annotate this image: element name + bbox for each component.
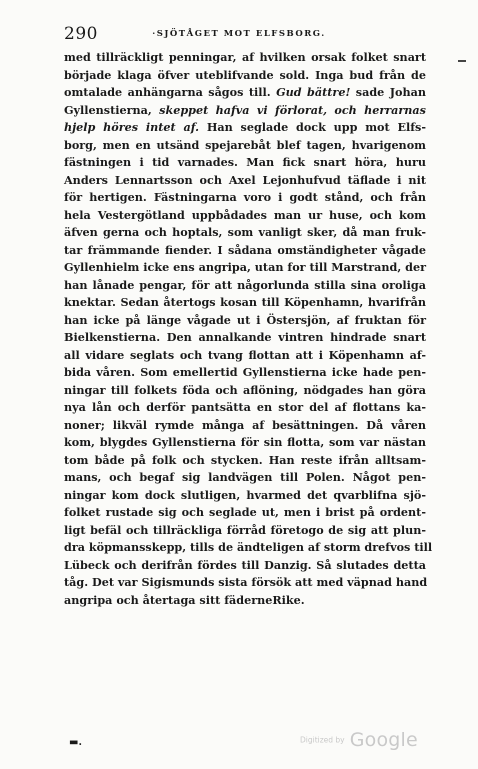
text-line xyxy=(64,522,426,540)
text-line xyxy=(64,189,426,207)
text-line xyxy=(64,557,426,575)
text-line xyxy=(64,224,426,242)
text-segment: angripa och återtaga sitt fäderneRike. xyxy=(64,592,305,607)
text-segment: tom både på folk och stycken. Han reste ifrån alltsam- xyxy=(64,452,426,467)
text-line xyxy=(64,207,426,225)
text-line xyxy=(64,364,426,382)
text-segment: ningar till folkets föda och aflöning, nödgades han göra xyxy=(64,382,426,397)
text-segment: hela Vestergötland uppbådades man ur huse, och kom xyxy=(64,207,426,222)
text-line xyxy=(64,172,426,190)
text-segment: dra köpmansskepp, tills de ändteligen af storm drefvos till xyxy=(64,540,433,554)
text-line xyxy=(64,102,426,120)
italic-segment: hjelp höres intet af. xyxy=(64,120,200,134)
text-segment: Anders Lennartsson och Axel Lejonhufvud täflade i nit xyxy=(64,172,426,187)
italic-segment: skeppet hafva vi förlorat, och herrarnas xyxy=(159,102,426,117)
footer-mark: ▬. xyxy=(69,737,82,748)
text-line xyxy=(64,119,426,137)
text-line xyxy=(64,312,426,330)
text-segment: all vidare seglats och tvang flottan att i Köpenhamn af- xyxy=(64,347,426,362)
text-line xyxy=(64,347,426,365)
text-segment: ningar kom dock slutligen, hvarmed det qvarblifna sjö- xyxy=(64,487,426,502)
text-segment: för hertigen. Fästningarna voro i godt stånd, och från xyxy=(64,190,426,204)
text-segment: nya lån och derför pantsätta en stor del af flottans ka- xyxy=(64,400,426,414)
text-segment: tåg. Det var Sigismunds sista försök att med väpnad hand xyxy=(64,575,428,589)
italic-segment: Gud bättre! xyxy=(276,85,351,99)
page-number: 290 xyxy=(64,24,98,44)
text-line xyxy=(64,592,426,610)
text-segment: Lübeck och derifrån fördes till Danzig. Så slutades detta xyxy=(64,557,426,572)
text-line xyxy=(64,504,426,522)
text-line xyxy=(64,452,426,470)
text-segment: Gyllenstierna, xyxy=(64,102,160,117)
google-logo-text: Google xyxy=(349,729,418,751)
text-segment: folket rustade sig och seglade ut, men i brist på ordent- xyxy=(64,505,426,519)
text-segment: kom, blygdes Gyllenstierna för sin flotta, som var nästan xyxy=(64,435,426,449)
text-segment: mans, och begaf sig landvägen till Polen. Något pen- xyxy=(64,470,426,484)
text-line xyxy=(64,259,426,277)
google-watermark xyxy=(300,729,418,751)
stray-ink-mark xyxy=(458,60,466,62)
text-line xyxy=(64,84,426,102)
text-segment: han lånade pengar, för att någorlunda stilla sina oroliga xyxy=(64,277,426,292)
text-line xyxy=(64,382,426,400)
watermark-prefix: Digitized by xyxy=(300,735,345,745)
text-segment: borg, men en utsänd spejarebåt blef tagen, hvarigenom xyxy=(64,137,426,152)
text-segment: med tillräckligt penningar, af hvilken orsak folket snart xyxy=(64,50,426,64)
body-text xyxy=(64,49,433,609)
text-segment: Bielkenstierna. Den annalkande vintren hindrade snart xyxy=(64,330,426,344)
text-line xyxy=(64,417,426,435)
text-line xyxy=(64,137,426,155)
text-segment: han icke på länge vågade ut i Östersjön, af fruktan för xyxy=(64,312,426,327)
text-line xyxy=(64,574,426,592)
text-line xyxy=(64,294,426,312)
text-line xyxy=(64,539,433,557)
text-segment: Gyllenhielm icke ens angripa, utan for till Marstrand, der xyxy=(64,260,426,274)
text-line xyxy=(64,434,426,452)
text-line xyxy=(64,277,426,295)
text-segment: omtalade anhängarna sågos till. xyxy=(64,85,277,99)
text-segment: fästningen i tid varnades. Man fick snart höra, huru xyxy=(64,155,426,169)
text-segment: ligt befäl och tillräckliga förråd företogo de sig att plun- xyxy=(64,522,426,537)
text-line xyxy=(64,242,426,260)
text-line xyxy=(64,399,426,417)
text-segment: började klaga öfver uteblifvande sold. Inga bud från de xyxy=(64,67,426,82)
text-line xyxy=(64,49,426,67)
text-segment: noner; likväl rymde många af besättningen. Då våren xyxy=(64,417,426,432)
text-line xyxy=(64,487,426,505)
text-line xyxy=(64,329,426,347)
text-segment: bida våren. Som emellertid Gyllenstierna icke hade pen- xyxy=(64,365,426,379)
text-segment: tar främmande fiender. I sådana omständigheter vågade xyxy=(64,242,426,257)
text-line xyxy=(64,469,426,487)
text-line xyxy=(64,154,426,172)
running-head: ·SJÖTÅGET MOT ELFSBORG. xyxy=(152,29,326,39)
text-segment: knektar. Sedan återtogs kosan till Köpenhamn, hvarifrån xyxy=(64,295,426,309)
text-segment: sade Johan xyxy=(350,85,426,99)
text-segment: Han seglade dock upp mot Elfs- xyxy=(199,120,426,134)
text-segment: äfven gerna och hoptals, som vanligt sker, då man fruk- xyxy=(64,225,426,239)
text-line xyxy=(64,67,426,85)
